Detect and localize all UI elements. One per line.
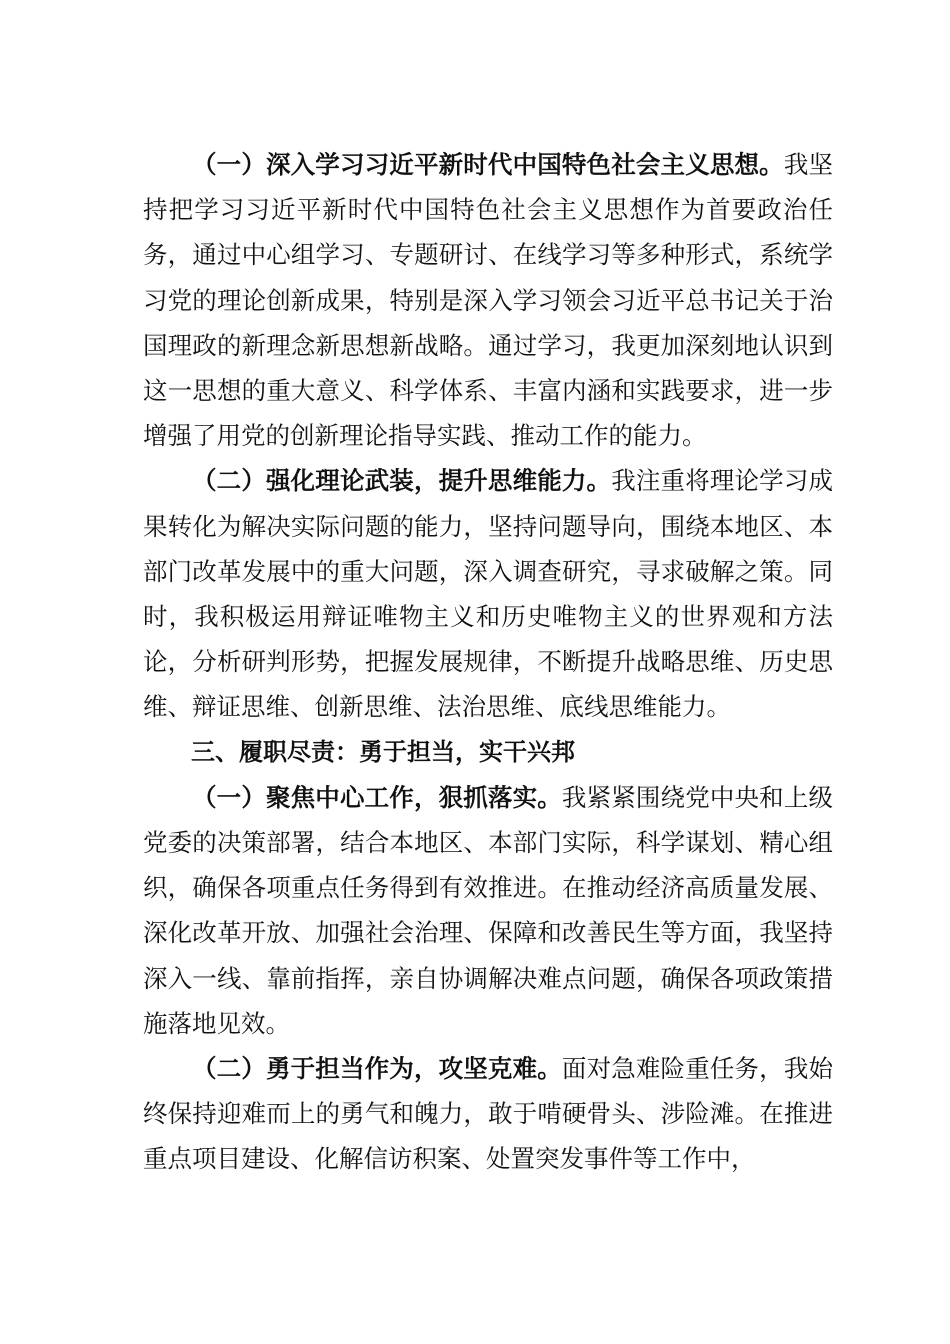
document-body bbox=[143, 142, 833, 1182]
paragraph-lead: （一）聚焦中心工作，狠抓落实。 bbox=[192, 782, 562, 812]
section-heading: 三、履职尽责：勇于担当，实干兴邦 bbox=[191, 737, 575, 766]
paragraph-lead: （一）深入学习习近平新时代中国特色社会主义思想。 bbox=[192, 150, 784, 179]
paragraph-lead: （二）强化理论武装，提升思维能力。 bbox=[192, 466, 612, 496]
paragraph-take-responsibility bbox=[143, 1046, 833, 1182]
paragraph-theory-arming bbox=[143, 458, 833, 729]
paragraph-focus-central-work bbox=[143, 775, 833, 1046]
paragraph-text: 我坚持把学习习近平新时代中国特色社会主义思想作为首要政治任务，通过中心组学习、专题研讨、在线学习等多种形式，系统学习党的理论创新成果，特别是深入学习领会习近平总书记关于治国理政的新理念新思想新战略。通过学习，我更加深刻地认识到这一思想的重大意义、科学体系、丰富内涵和实践要求，进一步增强了用党的创新理论指导实践、推动工作的能力。 bbox=[143, 150, 834, 451]
paragraph-text: 面对急难险重任务，我始终保持迎难而上的勇气和魄力，敢于啃硬骨头、涉险滩。在推进重点项目建设、化解信访积案、处置突发事件等工作中， bbox=[143, 1054, 834, 1174]
paragraph-lead: （二）勇于担当作为，攻坚克难。 bbox=[192, 1054, 562, 1084]
paragraph-study-thought bbox=[143, 142, 833, 458]
paragraph-text: 我注重将理论学习成果转化为解决实际问题的能力，坚持问题导向，围绕本地区、本部门改革发展中的重大问题，深入调查研究，寻求破解之策。同时，我积极运用辩证唯物主义和历史唯物主义的世界观和方法论，分析研判形势，把握发展规律，不断提升战略思维、历史思维、辩证思维、创新思维、法治思维、底线思维能力。 bbox=[143, 466, 833, 722]
paragraph-text: 我紧紧围绕党中央和上级党委的决策部署，结合本地区、本部门实际，科学谋划、精心组织，确保各项重点任务得到有效推进。在推动经济高质量发展、深化改革开放、加强社会治理、保障和改善民生等方面，我坚持深入一线、靠前指挥，亲自协调解决难点问题，确保各项政策措施落地见效。 bbox=[143, 782, 834, 1038]
